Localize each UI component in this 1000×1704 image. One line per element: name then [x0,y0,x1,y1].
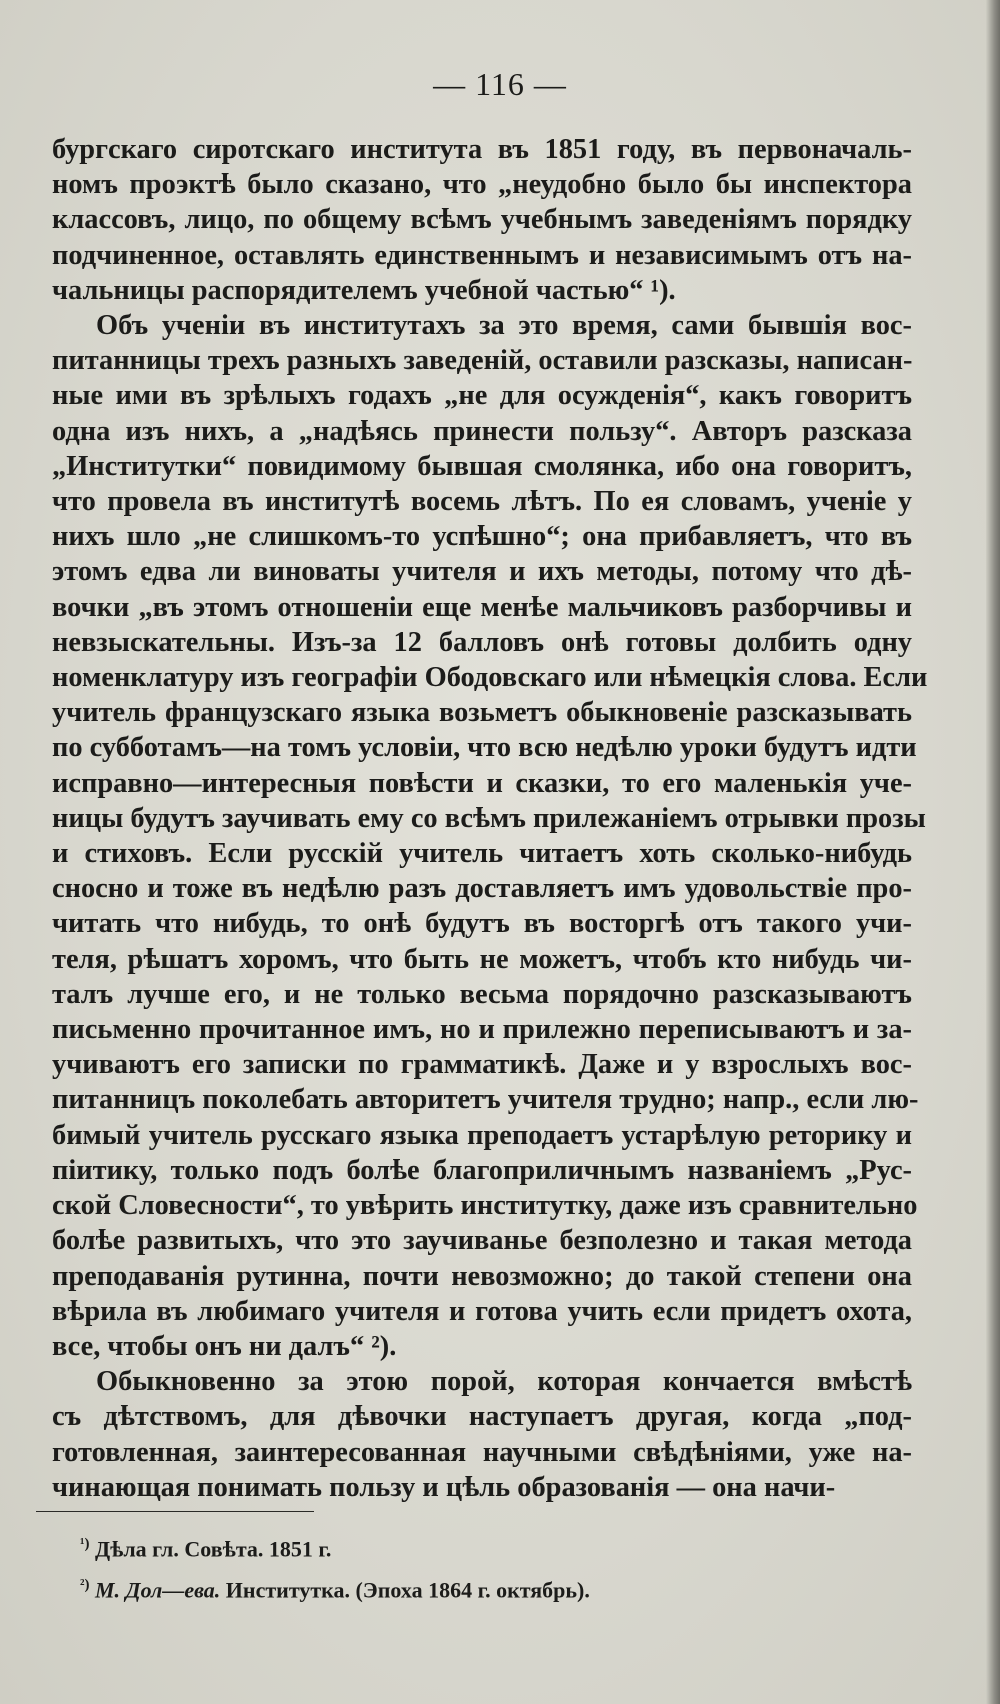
text-line: читать что нибудь, то онѣ будутъ въ восторгѣ отъ такого учи- [52,908,912,940]
text-line: учиваютъ его записки по грамматикѣ. Даже и у взрослыхъ вос- [52,1049,912,1081]
text-line: по субботамъ—на томъ условіи, что всю недѣлю уроки будутъ идти [52,732,917,764]
page-edge-shadow [986,0,1000,1704]
text-line: питанницъ поколебать авторитетъ учителя трудно; напр., если лю- [52,1084,919,1116]
text-line: все, чтобы онъ ни далъ“ ²). [52,1330,397,1362]
text-line: номъ проэктѣ было сказано, что „неудобно было бы инспектора [52,169,912,201]
text-line: классовъ, лицо, по общему всѣмъ учебнымъ заведеніямъ порядку [52,204,912,236]
text-line: нихъ шло „не слишкомъ-то успѣшно“; она прибавляетъ, что въ [52,521,912,553]
text-line: одна изъ нихъ, а „надѣясь принести пользу“. Авторъ разсказа [52,415,912,447]
text-line: подчиненное, оставлять единственнымъ и независимымъ отъ на- [52,239,912,271]
text-line: письменно прочитанное имъ, но и прилежно переписываютъ и за- [52,1014,912,1046]
page-number: — 116 — [433,66,567,102]
text-line: и стиховъ. Если русскій учитель читаетъ хоть сколько-нибудь [52,838,912,870]
text-line: питанницы трехъ разныхъ заведеній, оставили разсказы, написан- [52,345,913,377]
text-line: съ дѣтствомъ, для дѣвочки наступаетъ другая, когда „под- [52,1401,912,1433]
footnote [80,1567,910,1608]
paragraph [52,308,928,1364]
text-line: что провела въ институтѣ восемь лѣтъ. По ея словамъ, ученіе у [52,486,912,518]
text-line: Объ ученіи въ институтахъ за это время, сами бывшія вос- [96,310,912,342]
footnote-text: Дѣла гл. Совѣта. 1851 г. [95,1536,332,1562]
main-text [52,132,928,1505]
footnote [80,1526,910,1567]
text-line: „Институтки“ повидимому бывшая смолянка, ибо она говоритъ, [52,450,912,482]
footnotes [80,1526,910,1609]
footnote-text: Институтка. (Эпоха 1864 г. октябрь). [225,1577,590,1603]
text-line: готовленная, заинтересованная научными свѣдѣніями, уже на- [52,1436,912,1468]
footnote-divider [36,1511,314,1512]
text-line: этомъ едва ли виноваты учителя и ихъ методы, потому что дѣ- [52,556,912,588]
text-line: номенклатуру изъ географіи Ободовскаго или нѣмецкія слова. Если [52,662,928,694]
text-line: ные ими въ зрѣлыхъ годахъ „не для осужденія“, какъ говоритъ [52,380,912,412]
text-line: невзыскательны. Изъ-за 12 балловъ онѣ готовы долбить одну [52,626,912,658]
text-line: бургскаго сиротскаго института въ 1851 году, въ первоначаль- [52,134,912,165]
text-line: учитель французскаго языка возьметъ обыкновеніе разсказывать [52,697,912,729]
text-line: исправно—интересныя повѣсти и сказки, то его маленькія уче- [52,767,912,799]
footnote-mark: ¹) [80,1536,90,1552]
text-line: болѣе развитыхъ, что это заучиванье безполезно и такая метода [52,1225,912,1257]
text-line: піитику, только подъ болѣе благоприличнымъ названіемъ „Рус- [52,1154,912,1186]
paragraph [52,132,912,308]
text-line: вѣрила въ любимаго учителя и готова учить если придетъ охота, [52,1295,912,1327]
footnote-author: М. Дол—ева. [95,1577,221,1603]
text-line: преподаванія рутинна, почти невозможно; до такой степени она [52,1260,912,1292]
text-line: ницы будутъ заучивать ему со всѣмъ прилежаніемъ отрывки прозы [52,802,926,834]
text-line: бимый учитель русскаго языка преподаетъ устарѣлую реторику и [52,1119,912,1151]
text-line: ской Словесности“, то увѣрить институтку, даже изъ сравнительно [52,1190,918,1222]
text-line: сносно и тоже въ недѣлю разъ доставляетъ имъ удовольствіе про- [52,873,912,905]
text-line: теля, рѣшатъ хоромъ, что быть не можетъ, чтобъ кто нибудь чи- [52,943,912,975]
text-line: чинающая понимать пользу и цѣль образованія — она начи- [52,1471,836,1503]
text-line: вочки „въ этомъ отношеніи еще менѣе мальчиковъ разборчивы и [52,591,912,623]
footnote-mark: ²) [80,1577,90,1594]
text-line: чальницы распорядителемъ учебной частью“ ¹). [52,274,676,306]
text-line: талъ лучше его, и не только весьма порядочно разсказываютъ [52,978,912,1010]
paragraph [52,1364,912,1505]
text-line: Обыкновенно за этою порой, которая кончается вмѣстѣ [96,1366,912,1398]
